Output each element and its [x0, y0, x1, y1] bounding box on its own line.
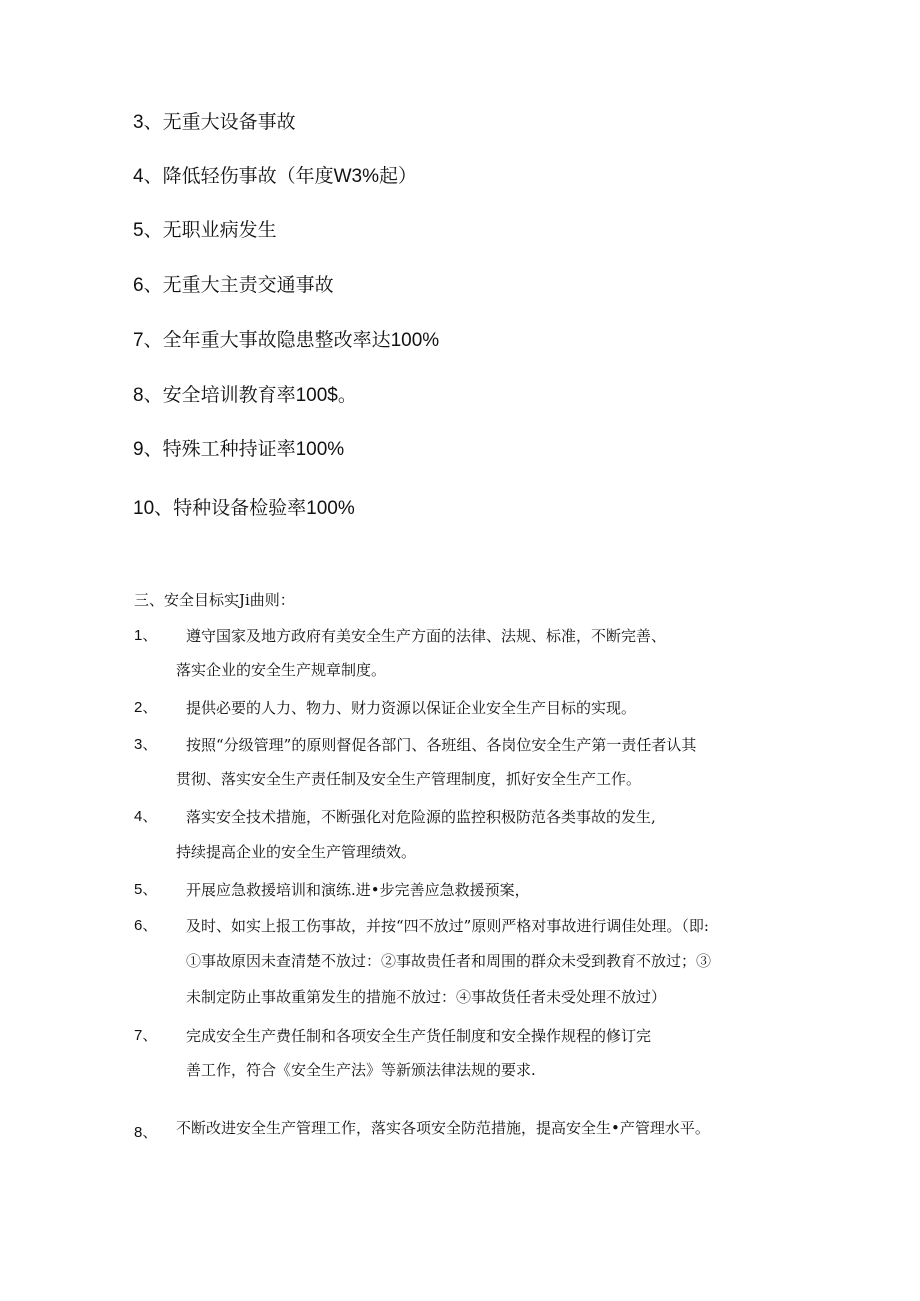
- item-text-line: 落实安全技术措施，不断强化对危险源的监控积极防范各类事故的发生,: [186, 808, 656, 826]
- item-number: 3、: [134, 736, 158, 753]
- item-number: 4、: [134, 808, 158, 825]
- item-number: 6、: [134, 917, 158, 934]
- item-text-line: 贯彻、落实安全生产责任制及安全生产管理制度，抓好安全生产工作。: [176, 770, 642, 788]
- item-text-line: 持续提高企业的安全生产管理绩效。: [176, 843, 417, 861]
- item-number: 7、: [134, 1027, 158, 1044]
- goal-item: 8、安全培训教育率100$。: [133, 385, 357, 406]
- item-text-line: 落实企业的安全生产规章制度。: [176, 661, 387, 679]
- item-text-line: 遵守国家及地方政府有美安全生产方面的法律、法规、标准，不断完善、: [186, 627, 667, 645]
- item-text-line: 完成安全生产费任制和各项安全生产货任制度和安全操作规程的修订完: [186, 1027, 652, 1045]
- item-text-line: 未制定防止事故重第发生的措施不放过：④事故货任者未受处理不放过）: [186, 988, 667, 1006]
- item-text-line: 按照“分级管理”的原则督促各部门、各班组、各岗位安全生产第一责任者认其: [186, 736, 697, 754]
- item-text-line: ①事故原因未查清楚不放过：②事故贵任者和周围的群众未受到教育不放过；③: [186, 952, 712, 970]
- section-heading: 三、安全目标实Ji曲则：: [134, 591, 295, 609]
- goal-item: 3、无重大设备事故: [133, 112, 296, 133]
- item-text-line: 开展应急救援培训和演练.进•步完善应急救援预案，: [186, 881, 530, 899]
- item-number: 2、: [134, 699, 158, 716]
- goal-item: 9、特殊工种持证率100%: [133, 439, 345, 460]
- goal-item: 5、无职业病发生: [133, 220, 277, 241]
- item-text-line: 及时、如实上报工伤事故，并按“四不放过”原则严格对事故进行调佳处理。（即:: [186, 917, 709, 935]
- item-text-line: 善工作，符合《安全生产法》等新颁法律法规的要求.: [186, 1061, 536, 1079]
- goal-item: 10、特种设备检验率100%: [133, 498, 355, 519]
- item-text-line: 提供必要的人力、物力、财力资源以保证企业安全生产目标的实现。: [186, 699, 637, 717]
- item-text-line: 不断改进安全生产管理工作，落实各项安全防范措施，提高安全生•产管理水平。: [176, 1119, 710, 1137]
- item-number: 1、: [134, 627, 158, 644]
- goal-item: 7、全年重大事故隐患整改率达100%: [133, 330, 440, 351]
- goal-item: 4、降低轻伤事故（年度W3%起）: [133, 166, 417, 187]
- goal-item: 6、无重大主责交通事故: [133, 275, 334, 296]
- item-number: 8、: [134, 1124, 158, 1141]
- item-number: 5、: [134, 881, 158, 898]
